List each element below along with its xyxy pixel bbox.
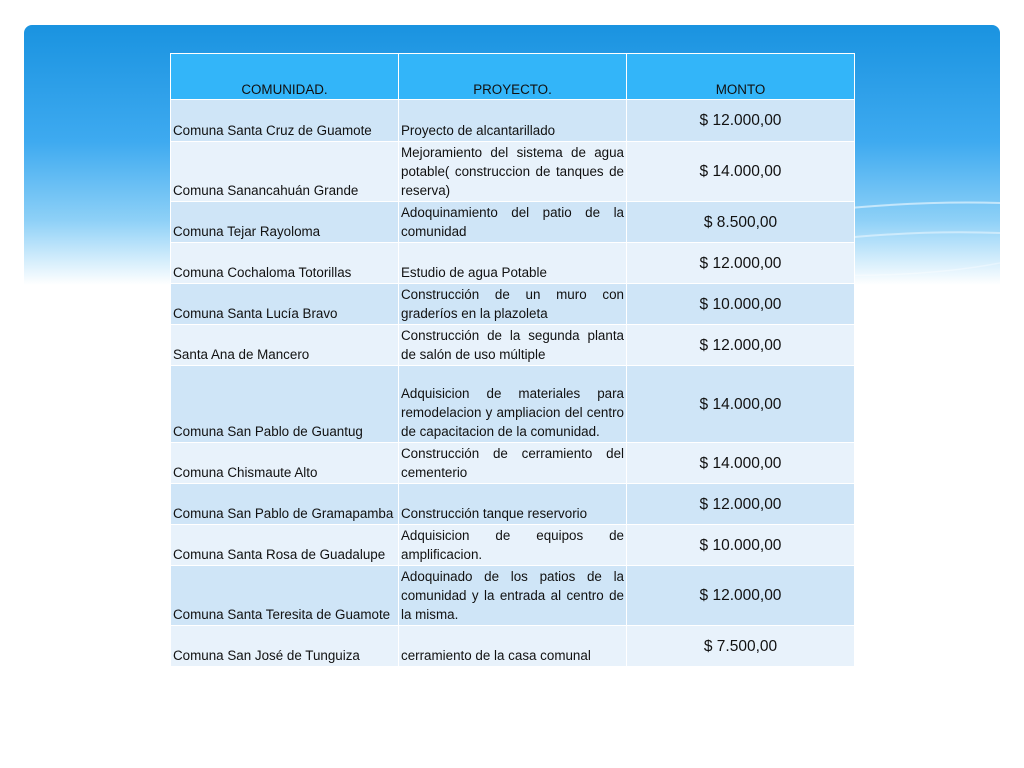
header-monto: MONTO (627, 54, 855, 100)
cell-comunidad: Comuna San Pablo de Gramapamba (171, 484, 399, 525)
table-row (171, 626, 855, 667)
cell-comunidad: Santa Ana de Mancero (171, 325, 399, 366)
cell-comunidad: Comuna Santa Cruz de Guamote (171, 100, 399, 142)
projects-table (170, 53, 855, 667)
cell-proyecto: Adoquinamiento del patio de la comunidad (399, 202, 627, 243)
cell-monto: $ 14.000,00 (627, 142, 855, 202)
cell-proyecto: cerramiento de la casa comunal (399, 626, 627, 667)
cell-monto: $ 12.000,00 (627, 566, 855, 626)
cell-monto: $ 12.000,00 (627, 100, 855, 142)
cell-monto: $ 14.000,00 (627, 443, 855, 484)
table-row (171, 566, 855, 626)
cell-proyecto: Construcción tanque reservorio (399, 484, 627, 525)
cell-monto: $ 10.000,00 (627, 284, 855, 325)
cell-comunidad: Comuna Tejar Rayoloma (171, 202, 399, 243)
cell-comunidad: Comuna San José de Tunguiza (171, 626, 399, 667)
table-header-row (171, 54, 855, 100)
table-row (171, 443, 855, 484)
cell-comunidad: Comuna Sanancahuán Grande (171, 142, 399, 202)
cell-proyecto: Adquisicion de equipos de amplificacion. (399, 525, 627, 566)
cell-monto: $ 12.000,00 (627, 325, 855, 366)
cell-comunidad: Comuna Santa Lucía Bravo (171, 284, 399, 325)
header-comunidad: COMUNIDAD. (171, 54, 399, 100)
table-row (171, 325, 855, 366)
cell-monto: $ 14.000,00 (627, 366, 855, 443)
cell-monto: $ 12.000,00 (627, 243, 855, 284)
cell-monto: $ 10.000,00 (627, 525, 855, 566)
cell-proyecto: Proyecto de alcantarillado (399, 100, 627, 142)
cell-proyecto: Adoquinado de los patios de la comunidad y la entrada al centro de la misma. (399, 566, 627, 626)
cell-proyecto: Mejoramiento del sistema de agua potable( construccion de tanques de reserva) (399, 142, 627, 202)
cell-monto: $ 8.500,00 (627, 202, 855, 243)
table-row (171, 100, 855, 142)
cell-proyecto: Adquisicion de materiales para remodelacion y ampliacion del centro de capacitacion de la comunidad. (399, 366, 627, 443)
table-row (171, 284, 855, 325)
cell-comunidad: Comuna Cochaloma Totorillas (171, 243, 399, 284)
cell-proyecto: Construcción de la segunda planta de salón de uso múltiple (399, 325, 627, 366)
header-proyecto: PROYECTO. (399, 54, 627, 100)
table-row (171, 243, 855, 284)
cell-comunidad: Comuna Chismaute Alto (171, 443, 399, 484)
cell-proyecto: Construcción de cerramiento del cementerio (399, 443, 627, 484)
table-row (171, 525, 855, 566)
cell-comunidad: Comuna Santa Teresita de Guamote (171, 566, 399, 626)
cell-monto: $ 7.500,00 (627, 626, 855, 667)
cell-monto: $ 12.000,00 (627, 484, 855, 525)
table-row (171, 366, 855, 443)
cell-proyecto: Construcción de un muro con graderíos en la plazoleta (399, 284, 627, 325)
cell-comunidad: Comuna San Pablo de Guantug (171, 366, 399, 443)
table-row (171, 484, 855, 525)
cell-proyecto: Estudio de agua Potable (399, 243, 627, 284)
table-row (171, 142, 855, 202)
table-row (171, 202, 855, 243)
cell-comunidad: Comuna Santa Rosa de Guadalupe (171, 525, 399, 566)
